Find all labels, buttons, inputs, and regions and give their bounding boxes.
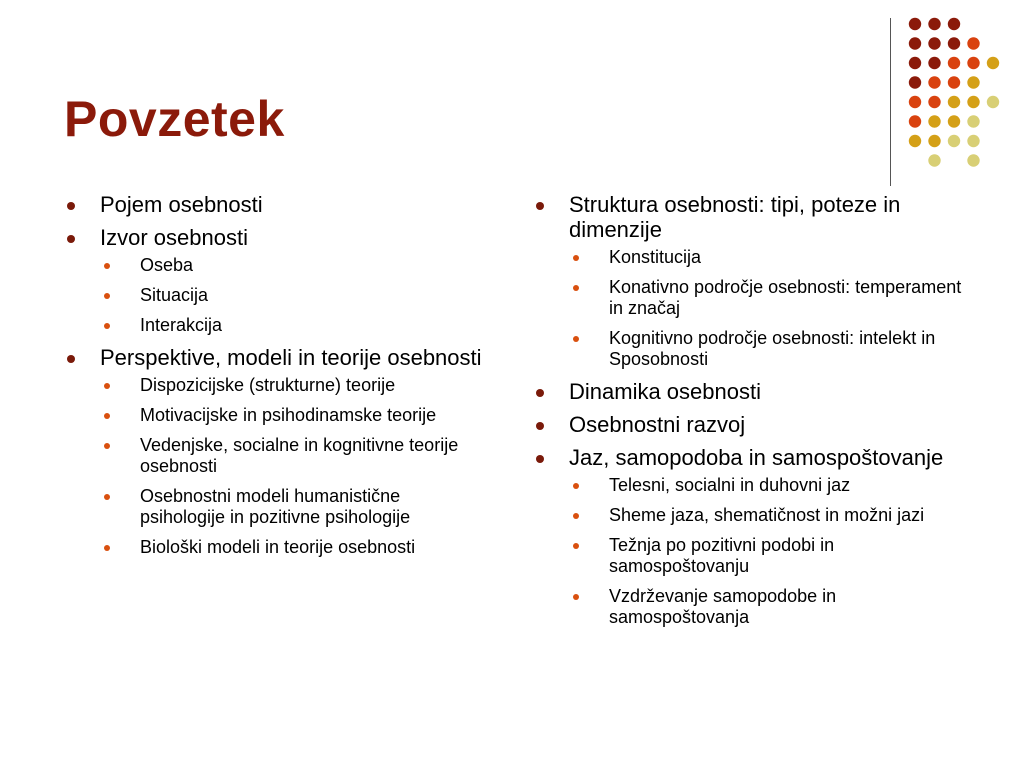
decorative-dot <box>909 96 921 108</box>
sub-item-text: Situacija <box>140 285 209 305</box>
right-item-0-sublist <box>569 247 973 370</box>
left-item-2-text: Perspektive, modeli in teorije osebnosti <box>100 345 482 370</box>
decorative-dot <box>948 115 960 127</box>
decorative-dot <box>948 18 960 30</box>
left-column <box>64 192 484 567</box>
right-item-1 <box>533 379 973 404</box>
decorative-dot <box>909 76 921 88</box>
decorative-dot <box>909 37 921 49</box>
sub-bullet-icon <box>104 494 110 500</box>
decorative-dot <box>909 18 921 30</box>
right-bullet-list <box>533 192 973 628</box>
decorative-dot <box>987 57 999 69</box>
sub-item <box>102 486 484 528</box>
bullet-icon <box>536 455 544 463</box>
decorative-dot <box>909 57 921 69</box>
left-item-0-text: Pojem osebnosti <box>100 192 263 217</box>
decorative-dot <box>909 115 921 127</box>
left-item-2 <box>64 345 484 558</box>
slide-title: Povzetek <box>64 91 285 147</box>
left-item-1-text: Izvor osebnosti <box>100 225 248 250</box>
sub-item-text: Dispozicijske (strukturne) teorije <box>140 375 396 395</box>
divider-line <box>890 18 891 186</box>
decorative-dot <box>948 135 960 147</box>
right-item-3-sublist <box>569 475 973 628</box>
sub-item-text: Sheme jaza, shematičnost in možni jazi <box>609 505 925 525</box>
decorative-dot-grid <box>905 10 1017 170</box>
sub-item <box>571 505 973 526</box>
sub-item <box>571 475 973 496</box>
decorative-dot <box>967 135 979 147</box>
sub-item-text: Kognitivno področje osebnosti: intelekt in Sposobnosti <box>609 328 936 369</box>
left-bullet-list <box>64 192 484 558</box>
bullet-icon <box>536 389 544 397</box>
left-item-1-sublist <box>100 255 484 336</box>
bullet-icon <box>536 422 544 430</box>
sub-bullet-icon <box>104 413 110 419</box>
decorative-dot <box>948 76 960 88</box>
sub-item <box>102 435 484 477</box>
sub-bullet-icon <box>104 293 110 299</box>
sub-bullet-icon <box>573 594 579 600</box>
sub-item <box>102 537 484 558</box>
sub-bullet-icon <box>573 543 579 549</box>
sub-bullet-icon <box>104 383 110 389</box>
sub-item-text: Biološki modeli in teorije osebnosti <box>140 537 416 557</box>
sub-bullet-icon <box>104 443 110 449</box>
sub-item-text: Osebnostni modeli humanistične psihologije in pozitivne psihologije <box>140 486 411 527</box>
right-item-0-text: Struktura osebnosti: tipi, poteze in dimenzije <box>569 192 901 242</box>
decorative-dot <box>928 76 940 88</box>
bullet-icon <box>536 202 544 210</box>
left-item-2-sublist <box>100 375 484 558</box>
bullet-icon <box>67 355 75 363</box>
sub-bullet-icon <box>104 545 110 551</box>
sub-item <box>102 315 484 336</box>
sub-item-text: Težnja po pozitivni podobi in samospoštovanju <box>609 535 835 576</box>
decorative-dot <box>967 37 979 49</box>
decorative-dot <box>928 115 940 127</box>
sub-bullet-icon <box>573 255 579 261</box>
sub-item <box>102 285 484 306</box>
right-item-2-text: Osebnostni razvoj <box>569 412 746 437</box>
sub-item <box>102 375 484 396</box>
sub-bullet-icon <box>573 483 579 489</box>
right-item-3-text: Jaz, samopodoba in samospoštovanje <box>569 445 944 470</box>
sub-item-text: Konativno področje osebnosti: temperament in značaj <box>609 277 962 318</box>
decorative-dot <box>948 57 960 69</box>
decorative-dot <box>967 96 979 108</box>
decorative-dot <box>928 154 940 166</box>
sub-bullet-icon <box>573 513 579 519</box>
decorative-dot <box>928 96 940 108</box>
decorative-dot <box>928 37 940 49</box>
sub-bullet-icon <box>573 285 579 291</box>
sub-bullet-icon <box>573 336 579 342</box>
sub-item <box>571 535 973 577</box>
sub-item <box>571 277 973 319</box>
decorative-dot <box>967 57 979 69</box>
decorative-dot <box>928 135 940 147</box>
decorative-dot <box>967 154 979 166</box>
sub-item-text: Vedenjske, socialne in kognitivne teorije osebnosti <box>140 435 459 476</box>
sub-bullet-icon <box>104 263 110 269</box>
sub-item-text: Telesni, socialni in duhovni jaz <box>609 475 851 495</box>
right-column <box>533 192 973 637</box>
right-item-2 <box>533 412 973 437</box>
sub-item <box>571 247 973 268</box>
sub-item <box>571 586 973 628</box>
right-item-0 <box>533 192 973 370</box>
decorative-dot <box>987 96 999 108</box>
sub-item-text: Oseba <box>140 255 194 275</box>
sub-item <box>571 328 973 370</box>
sub-item <box>102 405 484 426</box>
decorative-dot <box>948 96 960 108</box>
sub-item <box>102 255 484 276</box>
decorative-dot <box>928 57 940 69</box>
left-item-0 <box>64 192 484 217</box>
bullet-icon <box>67 202 75 210</box>
decorative-dot <box>967 76 979 88</box>
right-item-3 <box>533 445 973 628</box>
left-item-1 <box>64 225 484 336</box>
sub-item-text: Vzdrževanje samopodobe in samospoštovanja <box>609 586 837 627</box>
sub-item-text: Konstitucija <box>609 247 702 267</box>
sub-bullet-icon <box>104 323 110 329</box>
sub-item-text: Motivacijske in psihodinamske teorije <box>140 405 437 425</box>
sub-item-text: Interakcija <box>140 315 223 335</box>
bullet-icon <box>67 235 75 243</box>
decorative-dot <box>928 18 940 30</box>
decorative-dot <box>967 115 979 127</box>
decorative-dot <box>909 135 921 147</box>
decorative-dot <box>948 37 960 49</box>
right-item-1-text: Dinamika osebnosti <box>569 379 761 404</box>
